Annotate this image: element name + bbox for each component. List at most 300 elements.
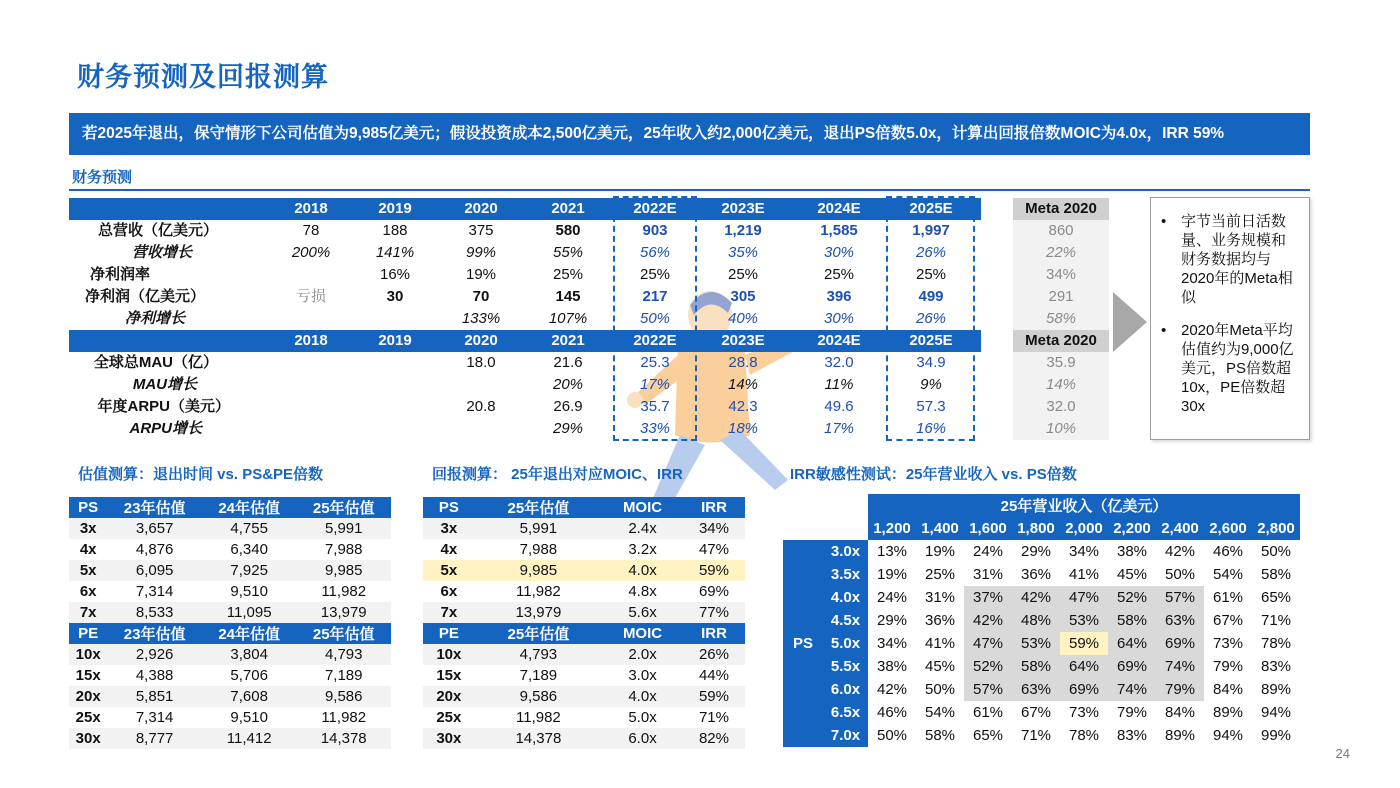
table-cell: 4.0x <box>602 560 683 581</box>
table-cell: 30x <box>423 728 475 749</box>
multiple-header: 6.5x <box>823 701 868 724</box>
irr-cell: 38% <box>876 658 908 675</box>
table-cell: 25年估值 <box>475 497 602 518</box>
irr-cell: 69% <box>1108 655 1156 678</box>
table-cell: 5,706 <box>230 667 268 684</box>
data-cell: 1,585 <box>820 222 858 239</box>
data-cell <box>352 352 438 374</box>
data-cell: 133% <box>461 310 501 327</box>
row-label: 营收增长 <box>131 244 192 261</box>
table-cell: 69% <box>698 583 729 600</box>
section-divider <box>69 189 1310 191</box>
table-cell: 5x <box>423 560 475 581</box>
irr-cell: 42% <box>1164 543 1196 560</box>
note-item: • 2020年Meta平均估值约为9,000亿美元，PS倍数超10x，PE倍数超30x <box>1161 322 1294 415</box>
irr-cell: 63% <box>1012 678 1060 701</box>
data-cell: 28.8 <box>728 354 758 371</box>
table-row <box>423 728 745 749</box>
table-cell: 6.0x <box>602 728 683 749</box>
meta-header: Meta 2020 <box>1013 198 1109 220</box>
table-cell: 3.2x <box>628 541 657 558</box>
data-cell: 141% <box>375 244 415 261</box>
table-header-row <box>69 497 391 518</box>
table-cell: 34% <box>683 518 745 539</box>
data-cell: 30% <box>823 244 855 261</box>
irr-cell: 94% <box>1260 704 1292 721</box>
irr-cell: 50% <box>1164 566 1196 583</box>
data-cell: 30 <box>386 288 404 305</box>
irr-cell: 65% <box>972 727 1004 744</box>
return-table <box>423 497 745 749</box>
table-cell: 23年估值 <box>107 623 202 644</box>
table-header-row <box>69 623 391 644</box>
irr-cell: 84% <box>1212 681 1244 698</box>
irr-cell: 74% <box>1108 678 1156 701</box>
section-irr-title: IRR敏感性测试：25年营业收入 vs. PS倍数 <box>790 466 1077 483</box>
year-header: 2023E <box>721 332 765 349</box>
page-number: 24 <box>1335 746 1350 761</box>
data-cell <box>268 352 354 374</box>
irr-cell: 57% <box>1156 586 1204 609</box>
irr-cell: 42% <box>876 681 908 698</box>
table-cell: 6x <box>79 583 97 600</box>
year-header: 2018 <box>294 332 328 349</box>
irr-cell: 79% <box>1156 678 1204 701</box>
table-cell: 9,586 <box>296 686 391 707</box>
table-cell: 9,985 <box>296 560 391 581</box>
data-cell: 16% <box>915 420 947 437</box>
table-cell: 5,991 <box>475 518 602 539</box>
data-cell: 145 <box>555 288 581 305</box>
irr-cell: 74% <box>1156 655 1204 678</box>
section-forecast-title: 财务预测 <box>72 169 133 186</box>
data-cell: 25.3 <box>640 354 670 371</box>
table-cell: PS <box>423 497 475 518</box>
table-cell: 25年估值 <box>475 623 602 644</box>
row-label: 净利润率 <box>89 266 150 283</box>
year-header: 2023E <box>721 200 765 217</box>
table-cell: 4.8x <box>628 583 657 600</box>
table-row <box>69 581 391 602</box>
data-cell: 42.3 <box>728 398 758 415</box>
irr-cell: 83% <box>1116 727 1148 744</box>
table-cell: 5,851 <box>107 686 202 707</box>
irr-cell: 61% <box>972 704 1004 721</box>
table-row <box>423 644 745 665</box>
irr-cell: 69% <box>1060 678 1108 701</box>
data-cell <box>268 374 354 396</box>
table-cell: 13,979 <box>296 602 391 623</box>
table-cell: 3.0x <box>628 667 657 684</box>
table-cell: 4,876 <box>135 541 174 558</box>
table-cell: 13,979 <box>475 602 602 623</box>
data-cell <box>268 418 354 440</box>
irr-cell: 37% <box>964 586 1012 609</box>
data-cell: 55% <box>552 244 584 261</box>
table-cell: 4,755 <box>202 518 297 539</box>
irr-cell: 67% <box>1212 612 1244 629</box>
table-cell: MOIC <box>602 623 683 644</box>
irr-cell: 63% <box>1156 609 1204 632</box>
table-cell: 24年估值 <box>202 497 297 518</box>
table-cell: 10x <box>69 644 107 665</box>
irr-cell: 84% <box>1164 704 1196 721</box>
irr-cell: 34% <box>1068 543 1100 560</box>
multiple-header: 3.5x <box>823 563 868 586</box>
irr-cell: 53% <box>1060 609 1108 632</box>
table-cell: 3,657 <box>107 518 202 539</box>
irr-cell: 89% <box>1164 727 1196 744</box>
irr-cell: 13% <box>876 543 908 560</box>
row-label: 总营收（亿美元） <box>97 222 218 239</box>
irr-cell: 45% <box>924 658 956 675</box>
irr-cell: 57% <box>964 678 1012 701</box>
table-row <box>423 602 745 623</box>
table-cell: IRR <box>683 623 745 644</box>
meta-cell: 58% <box>1045 310 1077 327</box>
year-header: 2022E <box>633 200 677 217</box>
multiple-header: 3.0x <box>823 540 868 563</box>
year-header: 2021 <box>551 332 585 349</box>
irr-cell: 83% <box>1260 658 1292 675</box>
table-cell: 7x <box>69 602 107 623</box>
irr-cell: 71% <box>1260 612 1292 629</box>
irr-cell: 78% <box>1068 727 1100 744</box>
irr-cell: 94% <box>1212 727 1244 744</box>
table-cell: 25x <box>75 709 101 726</box>
year-header: 2025E <box>909 332 953 349</box>
multiple-header: 7.0x <box>823 724 868 747</box>
data-cell: 34.9 <box>916 354 946 371</box>
irr-cell: 58% <box>1260 566 1292 583</box>
corner-cell <box>783 494 868 517</box>
data-cell: 26% <box>915 310 947 327</box>
table-cell: 11,982 <box>321 709 367 726</box>
row-label: 全球总MAU（亿） <box>93 354 218 371</box>
irr-cell: 25% <box>924 566 956 583</box>
data-cell <box>352 308 438 330</box>
meta-header: Meta 2020 <box>1013 330 1109 352</box>
data-cell <box>438 418 524 440</box>
table-cell: 7,925 <box>202 560 297 581</box>
table-row <box>423 539 745 560</box>
table-cell: 20x <box>423 686 475 707</box>
highlight-2022E <box>613 196 697 441</box>
data-cell: 25% <box>915 266 947 283</box>
table-cell: 6x <box>440 583 458 600</box>
irr-cell: 59% <box>1060 632 1108 655</box>
irr-cell: 45% <box>1116 566 1148 583</box>
table-cell: 7,988 <box>519 541 558 558</box>
data-cell: 375 <box>468 222 494 239</box>
data-cell: 1,997 <box>912 222 950 239</box>
table-row <box>69 728 391 749</box>
data-cell: 亏损 <box>295 288 326 305</box>
irr-cell: 24% <box>972 543 1004 560</box>
data-cell: 200% <box>291 244 331 261</box>
table-cell: 7,189 <box>324 667 363 684</box>
irr-cell: 79% <box>1212 658 1244 675</box>
year-header: 2025E <box>909 200 953 217</box>
summary-banner: 若2025年退出，保守情形下公司估值为9,985亿美元；假设投资成本2,500亿美元，25年收入约2,000亿美元，退出PS倍数5.0x，计算出回报倍数MOIC为4.0x，IRR 59% <box>69 113 1310 155</box>
data-cell: 29% <box>552 420 584 437</box>
data-cell <box>352 396 438 418</box>
table-cell: 25年估值 <box>296 623 391 644</box>
year-header: 2024E <box>817 332 861 349</box>
table-cell: 6,340 <box>230 541 268 558</box>
table-row <box>69 707 391 728</box>
table-cell: 10x <box>423 644 475 665</box>
irr-cell: 54% <box>924 704 956 721</box>
table-cell: 59% <box>683 560 745 581</box>
table-cell: 25x <box>436 709 462 726</box>
table-cell: 24年估值 <box>202 623 297 644</box>
table-cell: 7x <box>423 602 475 623</box>
irr-cell: 38% <box>1116 543 1148 560</box>
irr-cell: 50% <box>1260 543 1292 560</box>
highlight-2025E <box>886 196 975 441</box>
meta-cell: 14% <box>1045 376 1077 393</box>
meta-cell: 22% <box>1045 244 1077 261</box>
table-cell: 4x <box>79 541 97 558</box>
irr-cell: 46% <box>876 704 908 721</box>
table-row <box>69 686 391 707</box>
data-cell: 396 <box>826 288 852 305</box>
irr-cell: 54% <box>1212 566 1244 583</box>
year-header: 2020 <box>464 200 498 217</box>
table-cell: 11,982 <box>516 583 561 600</box>
data-cell: 40% <box>727 310 759 327</box>
table-cell: 11,982 <box>516 709 561 726</box>
table-cell: MOIC <box>602 497 683 518</box>
data-cell: 25% <box>727 266 759 283</box>
row-axis-label: PS <box>783 540 823 747</box>
table-cell: 4.0x <box>602 686 683 707</box>
year-header: 2022E <box>633 332 677 349</box>
irr-cell: 79% <box>1116 704 1148 721</box>
data-cell: 56% <box>639 244 671 261</box>
table-cell: 3x <box>423 518 475 539</box>
table-cell: 11,982 <box>321 583 367 600</box>
data-cell: 14% <box>727 376 759 393</box>
meta-cell: 291 <box>1048 288 1074 305</box>
data-cell: 78 <box>302 222 320 239</box>
irr-cell: 36% <box>1020 566 1052 583</box>
irr-cell: 58% <box>924 727 956 744</box>
data-cell: 17% <box>823 420 855 437</box>
data-cell: 903 <box>642 222 668 239</box>
table-cell: 3,804 <box>202 644 297 665</box>
table-cell: 9,586 <box>475 686 602 707</box>
revenue-header: 2,800 <box>1252 517 1300 540</box>
table-cell: 9,985 <box>475 560 602 581</box>
table-cell: PE <box>69 623 107 644</box>
irr-cell: 69% <box>1156 632 1204 655</box>
irr-cell: 53% <box>1012 632 1060 655</box>
irr-cell: 52% <box>964 655 1012 678</box>
table-cell: 8,533 <box>107 602 202 623</box>
data-cell: 32.0 <box>824 354 854 371</box>
data-cell: 70 <box>472 288 490 305</box>
table-cell: 15x <box>436 667 462 684</box>
irr-cell: 61% <box>1212 589 1244 606</box>
multiple-header: 6.0x <box>823 678 868 701</box>
irr-cell: 71% <box>1020 727 1052 744</box>
revenue-header: 2,600 <box>1204 517 1252 540</box>
table-cell: 11,412 <box>202 728 297 749</box>
section-return-title: 回报测算： 25年退出对应MOIC、IRR <box>432 466 683 483</box>
data-cell: 35.7 <box>640 398 670 415</box>
data-cell: 499 <box>918 288 944 305</box>
irr-cell: 64% <box>1060 655 1108 678</box>
irr-cell: 36% <box>924 612 956 629</box>
year-header: 2019 <box>378 200 412 217</box>
irr-cell: 46% <box>1212 543 1244 560</box>
irr-cell: 89% <box>1260 681 1292 698</box>
table-cell: 7,988 <box>324 541 363 558</box>
data-cell <box>268 396 354 418</box>
data-cell <box>352 418 438 440</box>
table-cell: 23年估值 <box>107 497 202 518</box>
year-header: 2020 <box>464 332 498 349</box>
table-cell: 3x <box>69 518 107 539</box>
year-header: 2024E <box>817 200 861 217</box>
irr-cell: 58% <box>1012 655 1060 678</box>
revenue-header: 1,800 <box>1012 517 1060 540</box>
table-cell: 71% <box>698 709 729 726</box>
data-cell: 11% <box>824 376 854 393</box>
table-cell: 11,095 <box>202 602 297 623</box>
irr-cell: 24% <box>876 589 908 606</box>
data-cell: 25% <box>823 266 855 283</box>
corner-cell <box>783 517 868 540</box>
data-cell: 580 <box>555 222 581 239</box>
data-cell <box>268 308 354 330</box>
data-cell: 33% <box>639 420 671 437</box>
table-row <box>69 539 391 560</box>
data-cell: 19% <box>465 266 497 283</box>
data-cell <box>438 374 524 396</box>
table-cell: 4,793 <box>475 644 602 665</box>
row-label: 净利润（亿美元） <box>84 288 205 305</box>
data-cell: 16% <box>379 266 411 283</box>
sensitivity-title: 25年营业收入（亿美元） <box>868 494 1300 517</box>
table-cell: 5,991 <box>296 518 391 539</box>
table-row <box>69 518 391 539</box>
irr-cell: 41% <box>924 635 956 652</box>
irr-cell: 64% <box>1108 632 1156 655</box>
data-cell: 18% <box>727 420 759 437</box>
table-row <box>423 707 745 728</box>
irr-cell: 29% <box>876 612 908 629</box>
table-cell: 59% <box>683 686 745 707</box>
irr-cell: 99% <box>1260 727 1292 744</box>
data-cell: 35% <box>727 244 759 261</box>
irr-cell: 47% <box>964 632 1012 655</box>
table-row <box>423 560 745 581</box>
table-cell: 4x <box>440 541 458 558</box>
table-cell: 6,095 <box>107 560 202 581</box>
table-header-row <box>423 497 745 518</box>
row-label: MAU增长 <box>132 376 197 393</box>
data-cell: 188 <box>382 222 408 239</box>
data-cell <box>352 374 438 396</box>
table-cell: 7,608 <box>202 686 297 707</box>
table-cell: 4,388 <box>135 667 174 684</box>
table-cell: 77% <box>683 602 745 623</box>
data-cell: 17% <box>639 376 671 393</box>
data-cell: 20.8 <box>466 398 496 415</box>
table-cell: 7,189 <box>519 667 558 684</box>
irr-cell: 42% <box>1012 586 1060 609</box>
revenue-header: 2,000 <box>1060 517 1108 540</box>
irr-cell: 42% <box>964 609 1012 632</box>
multiple-header: 5.5x <box>823 655 868 678</box>
section-valuation-title: 估值测算：退出时间 vs. PS&PE倍数 <box>78 466 324 483</box>
data-cell: 305 <box>730 288 756 305</box>
data-cell: 25% <box>552 266 584 283</box>
data-cell: 20% <box>552 376 584 393</box>
meta-cell: 32.0 <box>1046 398 1076 415</box>
year-header: 2018 <box>294 200 328 217</box>
table-cell: 44% <box>698 667 729 684</box>
irr-cell: 19% <box>876 566 908 583</box>
data-cell: 26.9 <box>553 398 583 415</box>
table-row <box>69 644 391 665</box>
data-cell: 21.6 <box>553 354 583 371</box>
irr-cell: 48% <box>1012 609 1060 632</box>
data-cell: 25% <box>639 266 671 283</box>
data-cell: 9% <box>920 376 942 393</box>
page-title: 财务预测及回报测算 <box>77 62 329 92</box>
table-row <box>423 665 745 686</box>
note-item: • 字节当前日活数量、业务规模和财务数据均与2020年的Meta相似 <box>1161 213 1293 306</box>
revenue-header: 1,200 <box>868 517 916 540</box>
irr-cell: 31% <box>972 566 1004 583</box>
revenue-header: 2,400 <box>1156 517 1204 540</box>
irr-cell: 50% <box>876 727 908 744</box>
irr-cell: 19% <box>924 543 956 560</box>
row-label: ARPU增长 <box>129 420 202 437</box>
meta-cell: 860 <box>1048 222 1074 239</box>
year-header: 2021 <box>551 200 585 217</box>
irr-cell: 73% <box>1212 635 1244 652</box>
table-cell: 2.4x <box>602 518 683 539</box>
table-cell: 14,378 <box>296 728 391 749</box>
irr-cell: 50% <box>924 681 956 698</box>
irr-cell: 67% <box>1020 704 1052 721</box>
table-cell: 82% <box>683 728 745 749</box>
table-cell: 9,510 <box>230 709 268 726</box>
data-cell: 49.6 <box>824 398 854 415</box>
table-cell: PE <box>423 623 475 644</box>
table-cell: 2.0x <box>602 644 683 665</box>
data-cell: 107% <box>548 310 588 327</box>
irr-cell: 65% <box>1260 589 1292 606</box>
data-cell: 1,219 <box>724 222 762 239</box>
meta-cell: 35.9 <box>1046 354 1076 371</box>
table-cell: 2,926 <box>107 644 202 665</box>
data-cell: 50% <box>639 310 671 327</box>
irr-cell: 41% <box>1068 566 1100 583</box>
meta-cell: 34% <box>1045 266 1077 283</box>
table-cell: 26% <box>683 644 745 665</box>
irr-cell: 58% <box>1108 609 1156 632</box>
data-cell: 99% <box>465 244 497 261</box>
row-label: 年度ARPU（美元） <box>97 398 230 415</box>
multiple-header: 4.5x <box>823 609 868 632</box>
irr-cell: 73% <box>1068 704 1100 721</box>
